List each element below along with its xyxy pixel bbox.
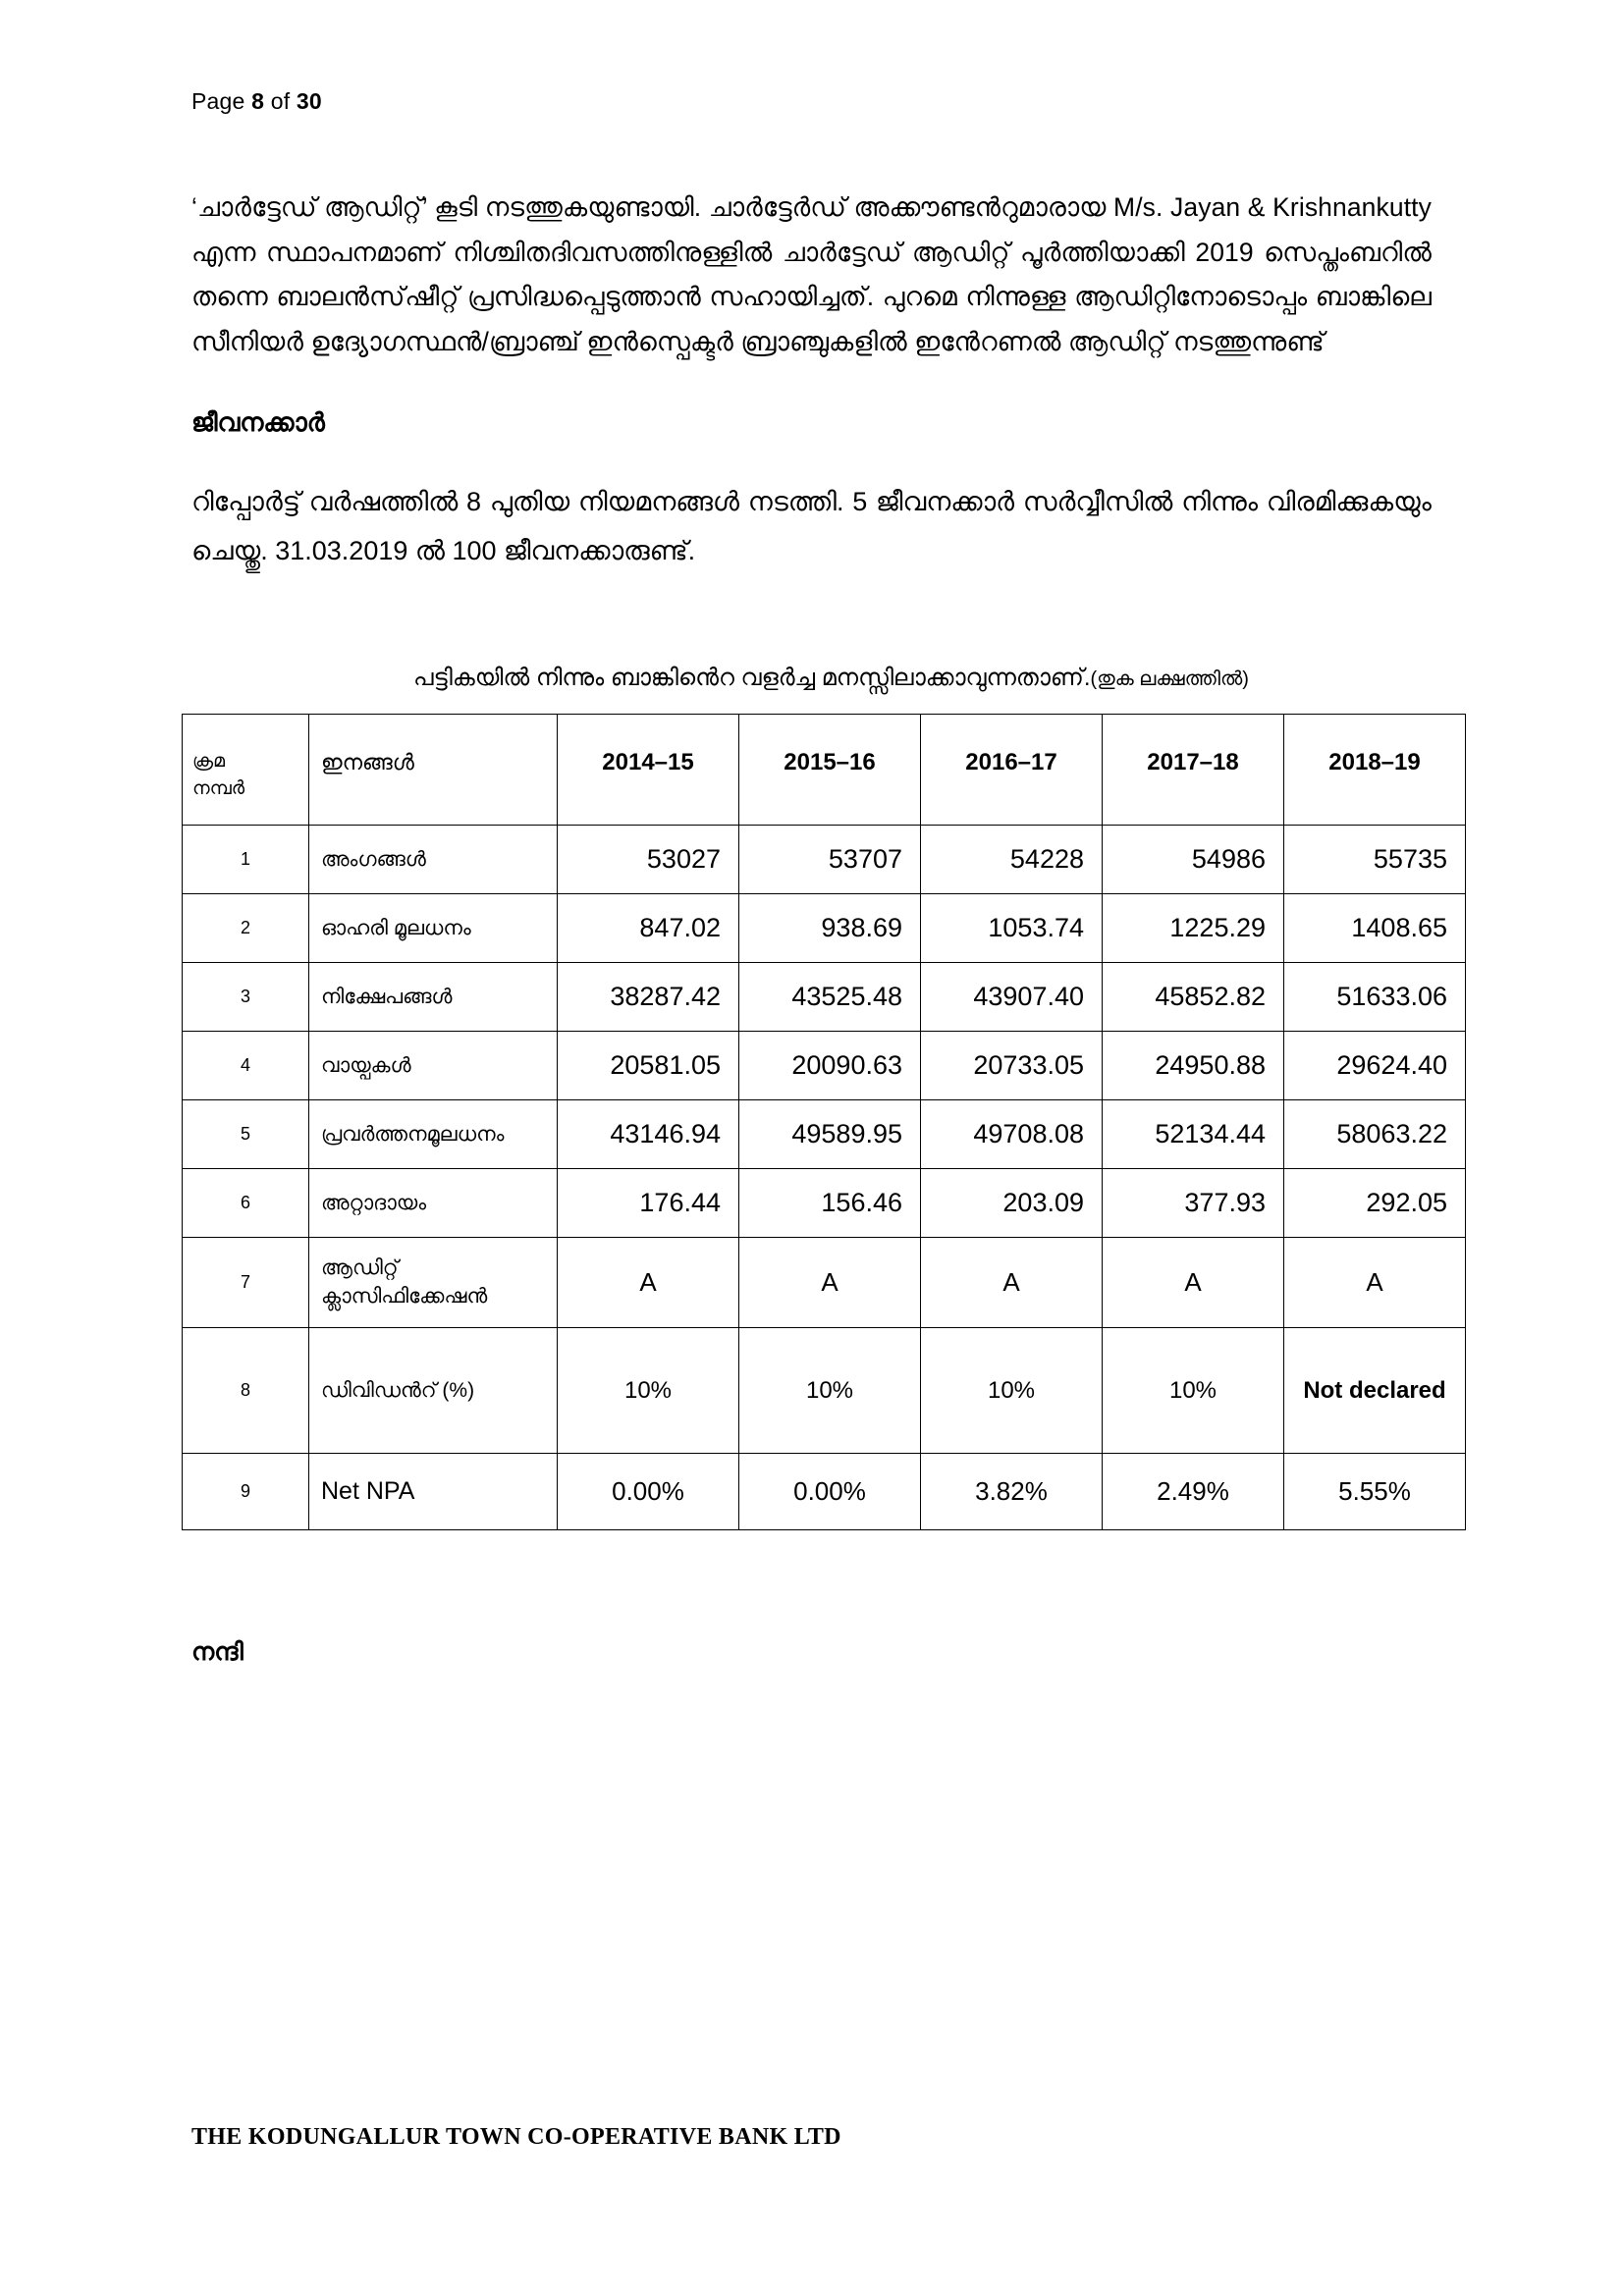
cell-value: 52134.44 — [1103, 1100, 1284, 1169]
cell-item: അറ്റാദായം — [309, 1169, 558, 1238]
header-sl-no — [183, 715, 309, 826]
cell-value: 49708.08 — [921, 1100, 1103, 1169]
cell-value: 10% — [921, 1328, 1103, 1454]
cell-value: 43146.94 — [558, 1100, 739, 1169]
growth-table — [182, 714, 1466, 1530]
cell-value: 2.49% — [1103, 1454, 1284, 1530]
cell-value: 10% — [739, 1328, 921, 1454]
header-year-2015-16: 2015–16 — [739, 715, 921, 826]
table-caption-unit: (തുക ലക്ഷത്തിൽ) — [1090, 668, 1249, 691]
header-sl-line2: നമ്പർ — [192, 778, 245, 800]
cell-value: 29624.40 — [1284, 1032, 1466, 1100]
cell-value: 54228 — [921, 826, 1103, 894]
header-item: ഇനങ്ങൾ — [309, 715, 558, 826]
cell-value: 10% — [1103, 1328, 1284, 1454]
cell-value: 54986 — [1103, 826, 1284, 894]
page-number: 8 — [251, 88, 265, 114]
cell-value: 24950.88 — [1103, 1032, 1284, 1100]
cell-value: 45852.82 — [1103, 963, 1284, 1032]
cell-item: വായ്പകൾ — [309, 1032, 558, 1100]
paragraph-staff: റിപ്പോർട്ട് വർഷത്തിൽ 8 പുതിയ നിയമനങ്ങൾ നടത്തി. 5 ജീവനക്കാർ സർവ്വീസിൽ നിന്നും വിരമിക്കുകയും ചെയ്തു. 31.03.2019 ൽ 100 ജീവനക്കാരുണ്ട്. — [191, 487, 1432, 566]
cell-item: പ്രവർത്തനമൂലധനം — [309, 1100, 558, 1169]
paragraph-audit: ‘ചാർട്ടേഡ് ആഡിറ്റ്’ കൂടി നടത്തുകയുണ്ടായി. ചാർട്ടേർഡ് അക്കൗണ്ടൻറുമാരായ M/s. Jayan & Krishnankutty എന്ന സ്ഥാപനമാണ് നിശ്ചിതദിവസത്തിനുള്ളിൽ ചാർട്ടേഡ് ആഡിറ്റ് പൂർത്തിയാക്കി 2019 സെപ്തംബറിൽ തന്നെ ബാലൻസ്‌ഷീറ്റ് പ്രസിദ്ധപ്പെടുത്താൻ സഹായിച്ചത്. പുറമെ നിന്നുള്ള ആഡിറ്റിനോടൊപ്പം ബാങ്കിലെ സീനിയർ ഉദ്യോഗസ്ഥൻ/ബ്രാഞ്ച് ഇൻസ്പെക്ടർ ബ്രാഞ്ചുകളിൽ ഇൻേറണൽ ആഡിറ്റ് നടത്തുന്നുണ്ട് — [191, 192, 1432, 356]
table-caption — [191, 665, 1432, 692]
cell-value: 0.00% — [558, 1454, 739, 1530]
cell-value: 38287.42 — [558, 963, 739, 1032]
table-row — [183, 1169, 1466, 1238]
table-row — [183, 1454, 1466, 1530]
cell-sl: 9 — [183, 1454, 309, 1530]
cell-value: 55735 — [1284, 826, 1466, 894]
cell-item: ആഡിറ്റ് ക്ലാസിഫിക്കേഷൻ — [309, 1238, 558, 1328]
cell-value: 847.02 — [558, 894, 739, 963]
cell-value: 156.46 — [739, 1169, 921, 1238]
cell-value: A — [1284, 1238, 1466, 1328]
cell-value: A — [739, 1238, 921, 1328]
cell-sl: 2 — [183, 894, 309, 963]
cell-value: A — [921, 1238, 1103, 1328]
cell-value: 51633.06 — [1284, 963, 1466, 1032]
cell-value: A — [558, 1238, 739, 1328]
table-body — [183, 826, 1466, 1530]
footer-bank-name: THE KODUNGALLUR TOWN CO-OPERATIVE BANK LTD — [191, 2124, 841, 2150]
cell-sl: 6 — [183, 1169, 309, 1238]
table-row — [183, 1238, 1466, 1328]
header-year-2018-19: 2018–19 — [1284, 715, 1466, 826]
cell-sl: 8 — [183, 1328, 309, 1454]
cell-value: 203.09 — [921, 1169, 1103, 1238]
cell-value: 0.00% — [739, 1454, 921, 1530]
cell-value: 1053.74 — [921, 894, 1103, 963]
cell-item: ഡിവിഡൻറ് (%) — [309, 1328, 558, 1454]
cell-sl: 3 — [183, 963, 309, 1032]
cell-value: A — [1103, 1238, 1284, 1328]
cell-item: ഓഹരി മൂലധനം — [309, 894, 558, 963]
cell-value: 10% — [558, 1328, 739, 1454]
cell-value: 58063.22 — [1284, 1100, 1466, 1169]
table-header-row — [183, 715, 1466, 826]
header-year-2014-15: 2014–15 — [558, 715, 739, 826]
cell-value: 49589.95 — [739, 1100, 921, 1169]
cell-value: 377.93 — [1103, 1169, 1284, 1238]
cell-value: 176.44 — [558, 1169, 739, 1238]
cell-item: Net NPA — [309, 1454, 558, 1530]
cell-value: 20581.05 — [558, 1032, 739, 1100]
header-year-2016-17: 2016–17 — [921, 715, 1103, 826]
cell-value: 20090.63 — [739, 1032, 921, 1100]
cell-value: 292.05 — [1284, 1169, 1466, 1238]
page-of: of — [264, 88, 297, 114]
cell-value: 53027 — [558, 826, 739, 894]
cell-value: 43907.40 — [921, 963, 1103, 1032]
cell-value: 5.55% — [1284, 1454, 1466, 1530]
cell-value: 1408.65 — [1284, 894, 1466, 963]
table-row — [183, 826, 1466, 894]
thanks-text: നന്ദി — [191, 1638, 243, 1667]
table-row — [183, 963, 1466, 1032]
table-row — [183, 894, 1466, 963]
cell-value: 43525.48 — [739, 963, 921, 1032]
table-row — [183, 1032, 1466, 1100]
table-row — [183, 1100, 1466, 1169]
page-total: 30 — [296, 88, 322, 114]
cell-sl: 4 — [183, 1032, 309, 1100]
cell-value: 53707 — [739, 826, 921, 894]
page-header — [191, 88, 1432, 115]
section-title-staff: ജീവനക്കാർ — [191, 407, 325, 438]
cell-sl: 5 — [183, 1100, 309, 1169]
header-sl-line1: ക്രമ — [192, 750, 226, 772]
cell-item: നിക്ഷേപങ്ങൾ — [309, 963, 558, 1032]
table-caption-main: പട്ടികയിൽ നിന്നും ബാങ്കിൻെറ വളർച്ച മനസ്സിലാക്കാവുന്നതാണ്. — [413, 665, 1091, 692]
page-label-prefix: Page — [191, 88, 252, 114]
table-head — [183, 715, 1466, 826]
cell-value: 20733.05 — [921, 1032, 1103, 1100]
cell-value: 3.82% — [921, 1454, 1103, 1530]
cell-item: അംഗങ്ങൾ — [309, 826, 558, 894]
cell-value: 1225.29 — [1103, 894, 1284, 963]
cell-value: 938.69 — [739, 894, 921, 963]
cell-sl: 7 — [183, 1238, 309, 1328]
header-year-2017-18: 2017–18 — [1103, 715, 1284, 826]
cell-sl: 1 — [183, 826, 309, 894]
cell-value: Not declared — [1284, 1328, 1466, 1454]
table-row — [183, 1328, 1466, 1454]
